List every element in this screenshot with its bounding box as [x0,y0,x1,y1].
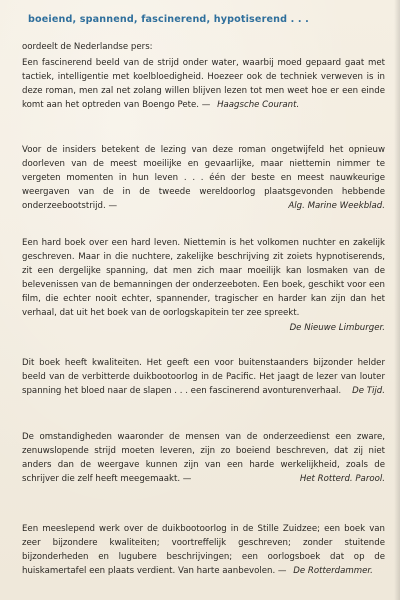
intro-line: oordeelt de Nederlandse pers: [22,42,153,52]
review-marine-weekblad [22,143,385,213]
review-source: Het Rotterd. Parool. [299,474,385,485]
review-text: Dit boek heeft kwaliteiten. Het geeft een voor buitenstaanders bijzonder helder beeld van de verbitterde duikbootoorlog in de Pacific. Het jaagt de lezer van louter spanning het bloed naar de slapen . . . een fascinerend avonturenverhaal. [22,358,385,397]
review-text: Een hard boek over een hard leven. Niettemin is het volkomen nuchter en zakelijk geschreven. Maar in die nuchtere, zakelijke beschrijving zit zoiets hypnotiserends, zit een dergelijke spanning, dat men zich maar moeilijk kan losmaken van de belevenissen van de bemanningen der onderzeeboten. Een boek, geschikt voor een film, die echter nooit echter, spannender, tragischer en harder kan zijn dan het verhaal, dat uit het boek van de oorlogskapitein ter zee spreekt. [22,238,385,319]
review-de-tijd [22,356,385,398]
review-de-rotterdammer [22,522,385,578]
tagline: boeiend, spannend, fascinerend, hypotiserend . . . [28,14,309,25]
review-nieuwe-limburger [22,236,385,335]
review-source: Alg. Marine Weekblad. [288,201,385,212]
review-text: Een fascinerend beeld van de strijd onder water, waarbij moed gepaard gaat met tactiek, intelligentie met koelbloedigheid. Hoezeer ook de techniek verweven is in deze roman, men zal net zolang willen blijven lezen tot men weet hoe er een einde komt aan het optreden van Boengo Pete. — [22,58,385,111]
page-edge-shadow [394,0,400,600]
review-source: De Tijd. [352,386,385,397]
review-text: Een meeslepend werk over de duikbootoorlog in de Stille Zuidzee; een boek van zeer bijzondere kwaliteiten; voortreffelijk geschreven; zonder stuitende bijzonderheden en lugubere beschrijvingen; een oorlogsboek dat op de huiskamertafel een plaats verdient. Van harte aanbevolen. — [22,524,385,577]
review-rotterdams-parool [22,430,385,486]
review-text: Voor de insiders betekent de lezing van deze roman ongetwijfeld het opnieuw doorleven van de meest moeilijke en gevaarlijke, maar niettemin nimmer te vergeten momenten in hun leven . . . één der beste en meest nauwkeurige weergaven van de in de tweede wereldoorlog plaatsgevonden hebbende onderzeebootstrijd. — [22,145,385,212]
review-source: Haagsche Courant. [217,100,300,111]
review-source: De Nieuwe Limburger. [289,322,385,333]
review-haagsche-courant [22,56,385,112]
review-text: De omstandigheden waaronder de mensen van de onderzeedienst een zware, zenuwslopende strijd moeten leveren, zijn zo boeiend beschreven, dat zij niet anders dan de weergave kunnen zijn van een harde werkelijkheid, zoals de schrijver die zelf heeft meegemaakt. — [22,432,385,485]
review-source: De Rotterdammer. [293,566,373,577]
